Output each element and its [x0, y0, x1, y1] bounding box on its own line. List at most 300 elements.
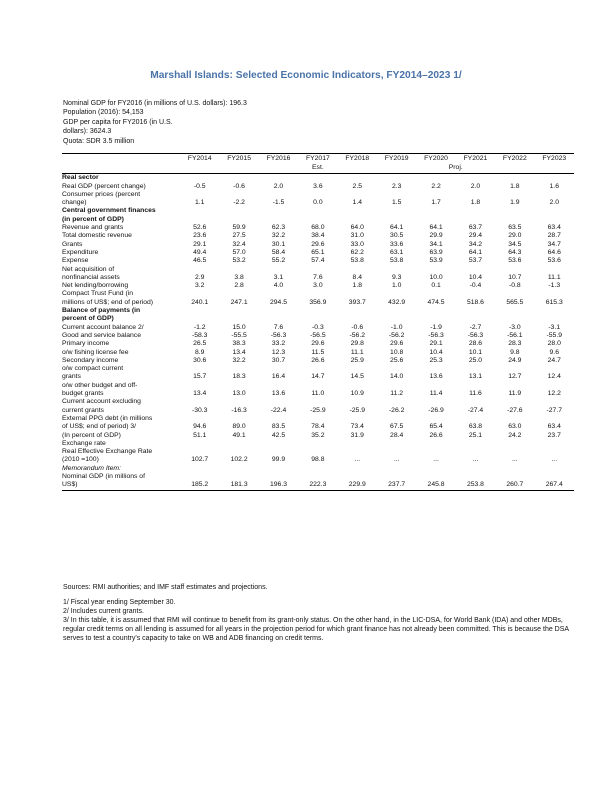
value-cell: -2.7	[469, 323, 482, 331]
value-cell: 24.9	[508, 356, 522, 364]
row-label: o/w other budget and off-	[62, 381, 138, 389]
value-cell: 3.2	[194, 282, 205, 290]
value-cell: 237.7	[377, 481, 416, 490]
value-cell: 14.5	[350, 373, 364, 381]
table-row	[62, 315, 574, 323]
value-cell: 34.2	[468, 240, 483, 248]
value-cell: 3.6	[313, 182, 323, 190]
value-cell: 28.0	[547, 340, 561, 348]
value-cell: 13.6	[271, 390, 286, 398]
row-label: of US$; end of period) 3/	[62, 423, 137, 431]
value-cell: -56.1	[507, 331, 523, 339]
table-row	[62, 473, 574, 481]
population-line: Population (2016): 54,153	[63, 109, 144, 117]
value-cell: -58.3	[191, 331, 208, 339]
value-cell: ...	[354, 456, 361, 464]
value-cell: 53.6	[508, 257, 522, 265]
value-cell: -1.2	[193, 323, 206, 331]
table-row	[62, 257, 574, 265]
table-row	[62, 249, 574, 257]
value-cell: 1.7	[431, 199, 441, 207]
value-cell: 247.1	[230, 298, 248, 306]
value-cell: 63.8	[468, 423, 483, 431]
value-cell: -3.1	[548, 323, 561, 331]
value-cell: 240.1	[191, 298, 209, 306]
value-cell: 26.6	[311, 356, 325, 364]
value-cell: ...	[472, 456, 479, 464]
value-cell: 32.2	[271, 232, 286, 240]
value-cell: 518.6	[466, 298, 484, 306]
sources-note: Sources: RMI authorities; and IMF staff estimates and projections.	[63, 584, 268, 591]
estimate-header-row	[62, 163, 574, 174]
value-cell: 63.7	[468, 224, 483, 232]
row-label: Memorandum Item:	[62, 464, 121, 472]
value-cell: 55.2	[271, 257, 286, 265]
value-cell: 29.1	[429, 340, 443, 348]
value-cell: 2.2	[431, 182, 441, 190]
value-cell: -26.2	[388, 406, 405, 414]
proj-label: Proj.	[416, 163, 495, 174]
value-cell: -2.2	[233, 199, 245, 207]
value-cell: -56.3	[270, 331, 287, 339]
value-cell: 53.9	[429, 257, 443, 265]
value-cell: 42.5	[271, 431, 286, 439]
row-label: Central government finances	[62, 207, 156, 215]
row-label: budget grants	[62, 390, 104, 398]
value-cell: 13.6	[429, 373, 443, 381]
value-cell: 2.9	[194, 273, 205, 281]
value-cell: -25.9	[310, 406, 326, 414]
value-cell: 15.7	[193, 373, 207, 381]
value-cell: -0.4	[469, 282, 482, 290]
value-cell: 23.7	[547, 431, 561, 439]
value-cell: 53.7	[468, 257, 483, 265]
value-cell: 34.7	[547, 240, 561, 248]
table-row	[62, 332, 574, 340]
value-cell: 57.4	[311, 257, 325, 265]
value-cell: 245.8	[416, 481, 455, 490]
value-cell: 12.2	[547, 390, 561, 398]
value-cell: 30.6	[193, 356, 207, 364]
table-row	[62, 241, 574, 249]
value-cell: 49.1	[232, 431, 246, 439]
value-cell: 73.4	[350, 423, 364, 431]
table-row	[62, 456, 574, 464]
row-label: External PPG debt (in millions	[62, 414, 153, 422]
value-cell: 12.3	[271, 348, 286, 356]
value-cell: 26.5	[193, 340, 207, 348]
row-label: Net lending/borrowing	[62, 282, 129, 290]
quota-line: Quota: SDR 3.5 million	[63, 137, 135, 145]
value-cell: 229.9	[338, 481, 377, 490]
row-label: Balance of payments (in	[62, 307, 141, 315]
value-cell: 53.2	[232, 257, 246, 265]
value-cell: 102.2	[230, 456, 248, 464]
value-cell: 34.5	[508, 240, 522, 248]
value-cell: 25.6	[390, 356, 404, 364]
value-cell: -27.7	[546, 406, 563, 414]
row-label: Real GDP (percent change)	[62, 182, 146, 190]
value-cell: 63.1	[390, 248, 404, 256]
value-cell: 14.0	[390, 373, 404, 381]
row-label: Real Effective Exchange Rate	[62, 448, 153, 456]
value-cell: 1.6	[549, 182, 559, 190]
row-label: change)	[62, 199, 87, 207]
table-row	[62, 423, 574, 431]
value-cell: 102.7	[191, 456, 209, 464]
value-cell: ...	[393, 456, 400, 464]
nominal-gdp-line: Nominal GDP for FY2016 (in millions of U.S. dollars): 196.3	[63, 100, 247, 107]
table-row	[62, 232, 574, 240]
value-cell: -1.9	[430, 323, 442, 331]
table-row	[62, 448, 574, 456]
year-header: FY2017	[298, 154, 337, 164]
value-cell: 11.1	[547, 273, 561, 281]
value-cell: 34.1	[429, 240, 443, 248]
row-label: (2010 =100)	[62, 456, 99, 464]
value-cell: 28.7	[547, 232, 561, 240]
value-cell: -16.3	[231, 406, 247, 414]
year-header: FY2023	[535, 154, 574, 164]
value-cell: 29.9	[429, 232, 443, 240]
value-cell: 10.9	[350, 390, 364, 398]
value-cell: 31.9	[350, 431, 364, 439]
value-cell: 64.1	[390, 224, 404, 232]
year-header: FY2018	[338, 154, 377, 164]
value-cell: 185.2	[180, 481, 219, 490]
table-row	[62, 465, 574, 473]
table-row	[62, 432, 574, 440]
value-cell: 11.6	[469, 390, 482, 398]
value-cell: 59.9	[232, 224, 246, 232]
value-cell: -55.9	[546, 331, 563, 339]
year-header: FY2022	[495, 154, 534, 164]
value-cell: -22.4	[270, 406, 287, 414]
value-cell: 58.4	[271, 248, 286, 256]
row-label: Current account balance 2/	[62, 323, 144, 331]
footnote-2: 2/ Includes current grants.	[63, 608, 144, 615]
value-cell: 63.4	[547, 224, 561, 232]
value-cell: 9.8	[510, 348, 520, 356]
value-cell: ...	[512, 456, 518, 464]
value-cell: -0.6	[351, 323, 364, 331]
table-row	[62, 307, 574, 315]
value-cell: 98.8	[311, 456, 325, 464]
table-row	[62, 357, 574, 365]
footnotes	[63, 583, 569, 643]
value-cell: -0.8	[508, 282, 521, 290]
value-cell: -3.0	[508, 323, 521, 331]
row-label: grants	[62, 373, 81, 381]
value-cell: 53.6	[547, 257, 561, 265]
value-cell: -26.9	[428, 406, 444, 414]
gdp-per-capita-line: GDP per capita for FY2016 (in U.S. dollars): 3624.3	[63, 118, 173, 136]
value-cell: 432.9	[388, 298, 406, 306]
row-label: Expense	[62, 257, 89, 265]
table-row	[62, 216, 574, 224]
value-cell: 64.1	[429, 224, 443, 232]
value-cell: 30.5	[390, 232, 404, 240]
table-row	[62, 224, 574, 232]
value-cell: 62.3	[271, 224, 286, 232]
year-header: FY2020	[416, 154, 455, 164]
table-row	[62, 340, 574, 348]
year-header: FY2019	[377, 154, 416, 164]
value-cell: -0.5	[193, 182, 206, 190]
value-cell: 1.8	[470, 199, 481, 207]
value-cell: 13.1	[468, 373, 483, 381]
value-cell: 24.7	[547, 356, 561, 364]
value-cell: 51.1	[193, 431, 207, 439]
value-cell: -55.5	[231, 331, 247, 339]
value-cell: -1.0	[390, 323, 403, 331]
row-label: (In percent of GDP)	[62, 431, 121, 439]
value-cell: 83.5	[271, 423, 286, 431]
value-cell: -56.2	[349, 331, 366, 339]
value-cell: 38.3	[232, 340, 246, 348]
row-label: US$)	[62, 481, 180, 490]
value-cell: 29.1	[193, 240, 207, 248]
table-row	[62, 183, 574, 191]
value-cell: 2.0	[273, 182, 284, 190]
value-cell: -25.9	[349, 406, 366, 414]
summary-block	[63, 99, 247, 146]
value-cell: 29.6	[311, 240, 325, 248]
value-cell: 25.9	[350, 356, 364, 364]
value-cell: 267.4	[535, 481, 574, 490]
value-cell: -0.3	[312, 323, 324, 331]
row-label: Net acquisition of	[62, 265, 115, 273]
value-cell: 62.2	[350, 248, 364, 256]
row-label: (in percent of GDP)	[62, 215, 124, 223]
value-cell: 89.0	[232, 423, 246, 431]
value-cell: 393.7	[348, 298, 366, 306]
table-row	[62, 390, 574, 398]
value-cell: 181.3	[219, 481, 258, 490]
value-cell: 65.4	[429, 423, 443, 431]
value-cell: 15.0	[232, 323, 246, 331]
value-cell: 356.9	[309, 298, 327, 306]
table-row	[62, 398, 574, 406]
value-cell: 68.0	[311, 224, 325, 232]
value-cell: 28.3	[508, 340, 522, 348]
row-label: nonfinancial assets	[62, 273, 120, 281]
value-cell: 63.0	[508, 423, 522, 431]
value-cell: 9.6	[549, 348, 559, 356]
value-cell: 52.6	[193, 224, 207, 232]
value-cell: 63.4	[547, 423, 561, 431]
value-cell: 11.4	[429, 390, 443, 398]
row-label: Exchange rate	[62, 439, 106, 447]
year-header: FY2015	[219, 154, 258, 164]
row-label: Nominal GDP (in millions of	[62, 472, 145, 480]
value-cell: 35.2	[311, 431, 325, 439]
table-row	[62, 191, 574, 199]
value-cell: 26.6	[429, 431, 443, 439]
table-row	[62, 274, 574, 282]
table-row	[62, 349, 574, 357]
value-cell: 11.1	[350, 348, 364, 356]
value-cell: 11.2	[390, 390, 404, 398]
row-label: Good and service balance	[62, 331, 141, 339]
value-cell: 9.3	[391, 273, 402, 281]
table-row	[62, 290, 574, 298]
value-cell: 0.1	[431, 282, 441, 290]
page-title: Marshall Islands: Selected Economic Indicators, FY2014–2023 1/	[150, 70, 462, 81]
row-label: Primary income	[62, 340, 110, 348]
value-cell: 38.4	[311, 232, 325, 240]
table-row	[62, 415, 574, 423]
value-cell: 565.5	[506, 298, 524, 306]
value-cell: 53.8	[350, 257, 364, 265]
value-cell: 12.4	[547, 373, 561, 381]
table-row	[62, 282, 574, 290]
value-cell: 18.3	[232, 373, 246, 381]
est-label: Est.	[298, 163, 337, 174]
row-label: Current account excluding	[62, 398, 141, 406]
value-cell: 12.7	[508, 373, 522, 381]
value-cell: 29.8	[350, 340, 364, 348]
table-body	[62, 174, 574, 490]
footnote-3: 3/ In this table, it is assumed that RMI will continue to benefit from its grant-only status. On the other hand, in the LIC-DSA, for World Bank (IDA) and other MDBs, regular credit terms on all lending is assumed for all years in the projection period for which grant finance has not already been committed. This is because the DSA serves to test a country's capacity to take on WB and ADB financing on credit terms.	[63, 617, 569, 642]
value-cell: 29.0	[508, 232, 522, 240]
value-cell: 615.3	[545, 298, 563, 306]
value-cell: 11.5	[311, 348, 325, 356]
value-cell: 10.4	[429, 348, 443, 356]
value-cell: 2.3	[391, 182, 402, 190]
value-cell: 23.6	[193, 232, 207, 240]
row-label: Revenue and grants	[62, 224, 124, 232]
value-cell: 46.5	[193, 257, 207, 265]
year-header-row	[62, 154, 574, 164]
value-cell: 3.0	[313, 282, 323, 290]
value-cell: 2.0	[470, 182, 481, 190]
value-cell: 10.4	[468, 273, 483, 281]
value-cell: -0.6	[233, 182, 245, 190]
row-label: Consumer prices (percent	[62, 190, 141, 198]
row-label: millions of US$; end of period)	[62, 298, 154, 306]
value-cell: -56.3	[467, 331, 484, 339]
value-cell: 2.8	[234, 282, 244, 290]
value-cell: 2.0	[549, 199, 559, 207]
value-cell: 64.6	[547, 248, 561, 256]
value-cell: 10.0	[429, 273, 443, 281]
value-cell: 1.1	[194, 199, 205, 207]
value-cell: -56.5	[310, 331, 326, 339]
table-row	[62, 373, 574, 381]
value-cell: 78.4	[311, 423, 325, 431]
value-cell: -27.4	[467, 406, 484, 414]
row-label: o/w fishing license fee	[62, 348, 129, 356]
value-cell: 28.4	[390, 431, 404, 439]
value-cell: 1.8	[510, 182, 520, 190]
row-label: Real sector	[62, 174, 99, 182]
table-row	[62, 440, 574, 448]
value-cell: 94.6	[193, 423, 207, 431]
header-blank	[495, 163, 574, 174]
value-cell: 11.0	[311, 390, 325, 398]
value-cell: -1.5	[272, 199, 285, 207]
value-cell: 13.4	[232, 348, 246, 356]
value-cell: 33.0	[350, 240, 364, 248]
value-cell: 10.8	[390, 348, 404, 356]
value-cell: -56.3	[428, 331, 444, 339]
value-cell: 13.0	[232, 390, 246, 398]
value-cell: 2.5	[352, 182, 362, 190]
value-cell: 25.1	[468, 431, 483, 439]
value-cell: ...	[433, 456, 439, 464]
value-cell: 29.6	[390, 340, 404, 348]
value-cell: 64.1	[468, 248, 483, 256]
value-cell: 7.6	[273, 323, 284, 331]
value-cell: 222.3	[298, 481, 337, 490]
value-cell: 65.1	[311, 248, 325, 256]
row-label: Total domestic revenue	[62, 232, 132, 240]
value-cell: 10.1	[468, 348, 483, 356]
value-cell: 7.6	[313, 273, 323, 281]
value-cell: 28.6	[468, 340, 483, 348]
value-cell: 294.5	[269, 298, 287, 306]
value-cell: 30.1	[271, 240, 286, 248]
value-cell: 99.9	[271, 456, 286, 464]
value-cell: 24.2	[508, 431, 522, 439]
table-row	[62, 266, 574, 274]
table-row	[62, 324, 574, 332]
table-row	[62, 207, 574, 215]
value-cell: 1.8	[352, 282, 362, 290]
value-cell: 33.2	[271, 340, 286, 348]
value-cell: -27.6	[507, 406, 523, 414]
value-cell: 3.8	[234, 273, 244, 281]
value-cell: 0.0	[313, 199, 323, 207]
value-cell: 30.7	[271, 356, 286, 364]
row-label: Compact Trust Fund (in	[62, 290, 134, 298]
table-row	[62, 365, 574, 373]
value-cell: 27.5	[232, 232, 246, 240]
value-cell: 8.9	[194, 348, 205, 356]
value-cell: 64.0	[350, 224, 364, 232]
row-label: Grants	[62, 240, 83, 248]
table-row	[62, 174, 574, 183]
value-cell: 1.4	[352, 199, 362, 207]
value-cell: -56.2	[388, 331, 405, 339]
value-cell: 4.0	[273, 282, 284, 290]
value-cell: 10.7	[508, 273, 522, 281]
value-cell: 63.9	[429, 248, 443, 256]
row-label: Expenditure	[62, 248, 99, 256]
value-cell: 31.0	[350, 232, 364, 240]
value-cell: 57.0	[232, 248, 246, 256]
value-cell: 1.0	[391, 282, 402, 290]
table-row	[62, 299, 574, 307]
table-row	[62, 407, 574, 415]
value-cell: 67.5	[390, 423, 404, 431]
value-cell: 33.6	[390, 240, 404, 248]
value-cell: 63.5	[508, 224, 522, 232]
value-cell: 25.0	[468, 356, 483, 364]
value-cell: 32.2	[232, 356, 246, 364]
header-blank	[180, 163, 298, 174]
value-cell: 32.4	[232, 240, 246, 248]
value-cell: 8.4	[352, 273, 362, 281]
header-blank	[338, 163, 417, 174]
table-row	[62, 199, 574, 207]
indicators-table	[62, 153, 574, 491]
value-cell: 16.4	[271, 373, 286, 381]
value-cell: 53.8	[390, 257, 404, 265]
value-cell: 49.4	[193, 248, 207, 256]
value-cell: -1.3	[548, 282, 561, 290]
